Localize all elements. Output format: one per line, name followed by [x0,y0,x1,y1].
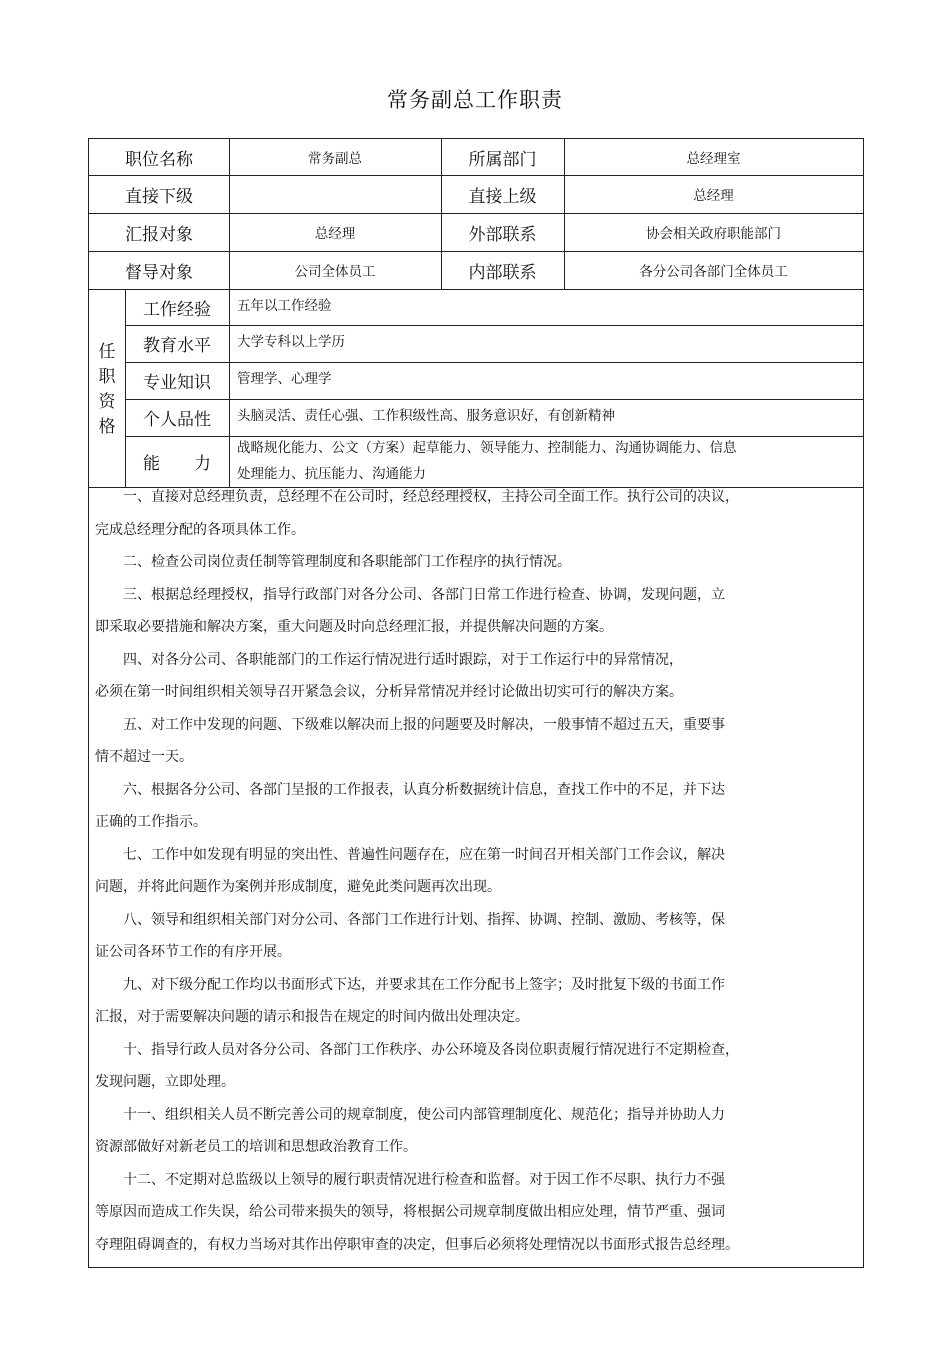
value-supervise: 公司全体员工 [294,264,376,280]
value-position-name: 常务副总 [308,151,362,167]
duties-list [95,481,739,1261]
duty-item: 一、直接对总经理负责，总经理不在公司时，经总经理授权，主持公司全面工作。执行公司的决议， 完成总经理分配的各项具体工作。 [95,489,739,538]
value-external-contacts: 协会相关政府职能部门 [646,226,781,242]
value-work-experience: 五年以工作经验 [237,298,332,314]
duty-item: 十、指导行政人员对各分公司、各部门工作秩序、办公环境及各岗位职责履行情况进行不定期检查， 发现问题，立即处理。 [95,1041,739,1090]
value-personal-character: 头脑灵活、责任心强、工作积级性高、服务意识好，有创新精神 [237,408,615,424]
row-divider [125,362,863,363]
value-knowledge: 管理学、心理学 [237,371,332,387]
job-description-table [88,138,864,1268]
label-personal-character: 个人品性 [143,410,211,430]
duty-item: 六、根据各分公司、各部门呈报的工作报表，认真分析数据统计信息，查找工作中的不足，并下达 正确的工作指示。 [95,781,725,830]
duty-item: 四、对各分公司、各职能部门的工作运行情况进行适时跟踪，对于工作运行中的异常情况， 必须在第一时间组织相关领导召开紧急会议，分析异常情况并经讨论做出切实可行的解决方案。 [95,651,683,700]
label-report-to: 汇报对象 [125,224,193,245]
duty-item: 五、对工作中发现的问题、下级难以解决而上报的问题要及时解决，一般事情不超过五天，重要事 情不超过一天。 [95,716,725,765]
value-direct-superior: 总经理 [693,188,734,204]
value-report-to: 总经理 [314,226,356,242]
label-supervise: 督导对象 [125,262,193,283]
label-knowledge: 专业知识 [143,373,211,393]
value-direct-subordinate [229,175,441,213]
value-abilities: 战略规化能力、公文（方案）起草能力、领导能力、控制能力、沟通协调能力、信息 处理能力、抗压能力、沟通能力 [237,440,737,482]
row-divider [125,325,863,326]
value-education: 大学专科以上学历 [237,334,345,350]
duty-item: 十二、不定期对总监级以上领导的履行职责情况进行检查和监督。对于因工作不尽职、执行力不强 等原因而造成工作失误，给公司带来损失的领导，将根据公司规章制度做出相应处理，情节严重、强词 夺理阻碍调查的，有权力当场对其作出停职审查的决定，但事后必须将处理情况以书面形式报告总经理。 [95,1171,739,1253]
qualifications-section-label: 任 职 资 格 [98,342,116,437]
row-divider [125,399,863,400]
duty-item: 三、根据总经理授权，指导行政部门对各分公司、各部门日常工作进行检查、协调，发现问题，立 即采取必要措施和解决方案，重大问题及时向总经理汇报，并提供解决问题的方案。 [95,586,725,635]
duty-item: 八、领导和组织相关部门对分公司、各部门工作进行计划、指挥、协调、控制、激励、考核等，保 证公司各环节工作的有序开展。 [95,911,725,960]
duty-item: 七、工作中如发现有明显的突出性、普遍性问题存在，应在第一时间召开相关部门工作会议，解决 问题，并将此问题作为案例并形成制度，避免此类问题再次出现。 [95,846,725,895]
value-department: 总经理室 [686,151,741,167]
label-internal-contacts: 内部联系 [468,262,537,283]
label-position-name: 职位名称 [125,149,193,170]
label-department: 所属部门 [468,149,537,170]
col-divider [229,289,230,487]
duty-item: 二、检查公司岗位责任制等管理制度和各职能部门工作程序的执行情况。 [95,554,571,570]
label-direct-subordinate: 直接下级 [125,186,193,207]
label-abilities: 能 力 [143,454,211,474]
duty-item: 十一、组织相关人员不断完善公司的规章制度，使公司内部管理制度化、规范化；指导并协助人力 资源部做好对新老员工的培训和思想政治教育工作。 [95,1106,725,1155]
value-internal-contacts: 各分公司各部门全体员工 [639,264,788,280]
label-direct-superior: 直接上级 [468,186,537,207]
duty-item: 九、对下级分配工作均以书面形式下达，并要求其在工作分配书上签字；及时批复下级的书面工作 汇报，对于需要解决问题的请示和报告在规定的时间内做出处理决定。 [95,976,725,1025]
label-external-contacts: 外部联系 [468,224,537,245]
label-work-experience: 工作经验 [143,299,211,320]
page-title: 常务副总工作职责 [387,88,563,112]
label-education: 教育水平 [143,336,211,356]
